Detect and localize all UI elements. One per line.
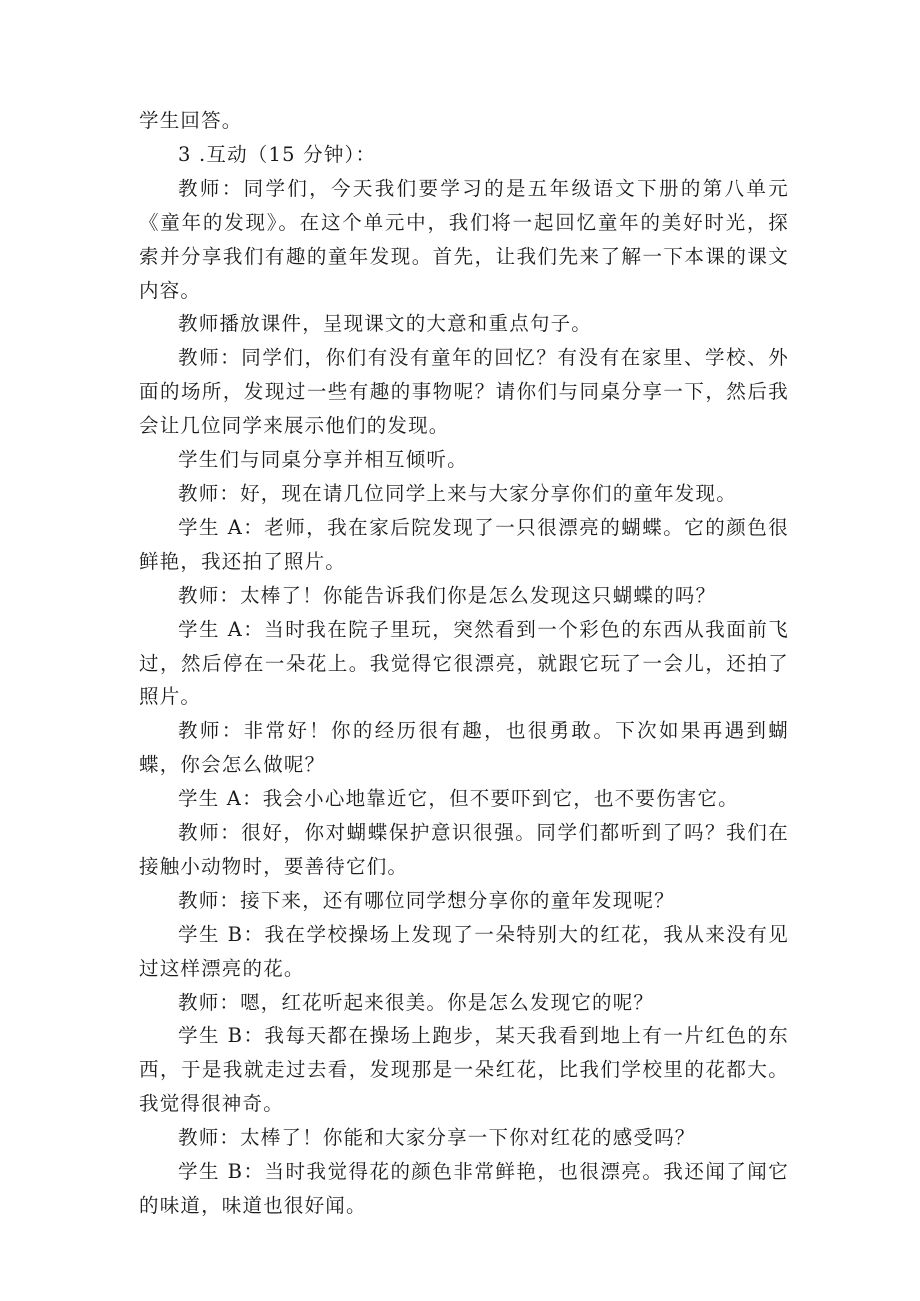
- paragraph-teacher-summary-a: 教师：很好，你对蝴蝶保护意识很强。同学们都听到了吗？我们在接触小动物时，要善待它们。: [139, 821, 789, 878]
- paragraph-teacher-praise-b: 教师：太棒了！你能和大家分享一下你对红花的感受吗？: [178, 1126, 696, 1150]
- paragraph-teacher-next: 教师：接下来，还有哪位同学想分享你的童年发现呢？: [178, 888, 675, 912]
- paragraph-student-a-3: 学生 A：我会小心地靠近它，但不要吓到它，也不要伤害它。: [178, 787, 739, 811]
- paragraph-student-b-2: 学生 B：我每天都在操场上跑步，某天我看到地上有一片红色的东西，于是我就走过去看，发现那是一朵红花，比我们学校里的花都大。我觉得很神奇。: [139, 1024, 789, 1116]
- paragraph-teacher-ask-b: 教师：嗯，红花听起来很美。你是怎么发现它的呢？: [178, 990, 655, 1014]
- paragraph-students-share: 学生们与同桌分享并相互倾听。: [178, 448, 468, 472]
- paragraph-student-b-1: 学生 B：我在学校操场上发现了一朵特别大的红花，我从来没有见过这样漂亮的花。: [139, 922, 789, 980]
- paragraph-teacher-question: 教师：同学们，你们有没有童年的回忆？有没有在家里、学校、外面的场所，发现过一些有趣的事物呢？请你们与同桌分享一下，然后我会让几位同学来展示他们的发现。: [139, 346, 789, 438]
- section-heading-interaction: 3 .互动（15 分钟）：: [178, 142, 377, 166]
- paragraph-student-a-1: 学生 A：老师，我在家后院发现了一只很漂亮的蝴蝶。它的颜色很鲜艳，我还拍了照片。: [139, 515, 789, 573]
- paragraph-student-a-2: 学生 A：当时我在院子里玩，突然看到一个彩色的东西从我面前飞过，然后停在一朵花上。我觉得它很漂亮，就跟它玩了一会儿，还拍了照片。: [139, 617, 789, 709]
- paragraph-teacher-courseware: 教师播放课件，呈现课文的大意和重点句子。: [178, 312, 593, 336]
- document-body: [139, 104, 789, 1223]
- paragraph-student-answer: 学生回答。: [139, 109, 243, 132]
- paragraph-teacher-invite: 教师：好，现在请几位同学上来与大家分享你们的童年发现。: [178, 481, 737, 505]
- paragraph-teacher-praise-a: 教师：非常好！你的经历很有趣，也很勇敢。下次如果再遇到蝴蝶，你会怎么做呢？: [139, 719, 789, 777]
- paragraph-teacher-ask-a: 教师：太棒了！你能告诉我们你是怎么发现这只蝴蝶的吗？: [178, 583, 717, 607]
- paragraph-student-b-3: 学生 B：当时我觉得花的颜色非常鲜艳，也很漂亮。我还闻了闻它的味道，味道也很好闻。: [139, 1160, 789, 1217]
- paragraph-teacher-intro: 教师：同学们，今天我们要学习的是五年级语文下册的第八单元《童年的发现》。在这个单元中，我们将一起回忆童年的美好时光，探索并分享我们有趣的童年发现。首先，让我们先来了解一下本课的课文内容。: [139, 176, 789, 302]
